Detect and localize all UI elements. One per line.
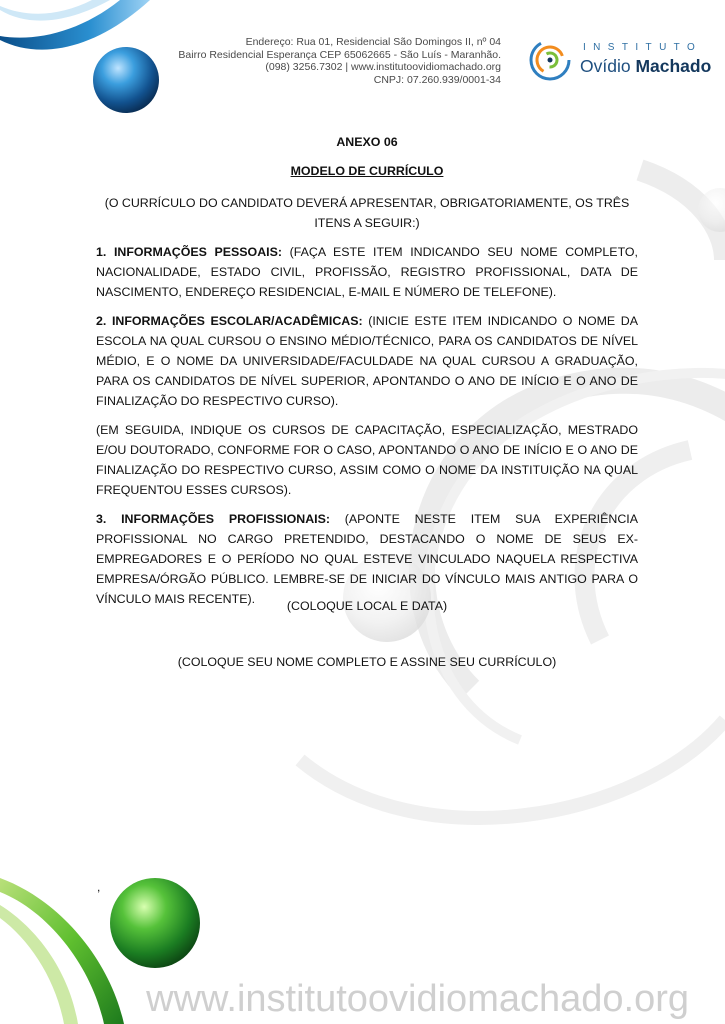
footer-green-sphere (110, 878, 200, 968)
item-text: (INICIE ESTE ITEM INDICANDO O NOME DA ESCOLA NA QUAL CURSOU O ENSINO MÉDIO/TÉCNICO, PARA OS CANDIDATOS DE NÍVEL MÉDIO, E O NOME DA UNIVERSIDADE/FACULDADE NA QUAL CURSOU A GRADUAÇÃO, PARA OS CANDIDATOS DE NÍVEL SUPERIOR, APONTANDO O ANO DE INÍCIO E O ANO DE FINALIZAÇÃO DO RESPECTIVO CURSO). (96, 314, 638, 408)
cnpj-line: CNPJ: 07.260.939/0001-34 (373, 73, 501, 86)
intro-note: (O CURRÍCULO DO CANDIDATO DEVERÁ APRESENTAR, OBRIGATORIAMENTE, OS TRÊS ITENS A SEGUIR:) (104, 196, 630, 230)
item-education-info (96, 311, 638, 411)
logo-name-regular: Ovídio (580, 56, 631, 76)
institute-logo-icon (528, 38, 572, 82)
header-address (141, 36, 501, 86)
item-text: (FAÇA ESTE ITEM INDICANDO SEU NOME COMPLETO, NACIONALIDADE, ESTADO CIVIL, PROFISSÃO, REGISTRO PROFISSIONAL, DATA DE NASCIMENTO, ENDEREÇO RESIDENCIAL, E-MAIL E NÚMERO DE TELEFONE). (96, 245, 638, 299)
logo-name (580, 56, 711, 77)
institute-logo (528, 38, 712, 84)
footer-website: www.institutoovidiomachado.org (146, 978, 689, 1020)
header-light-swoosh (0, 0, 110, 21)
signature-placeholder: (COLOQUE SEU NOME COMPLETO E ASSINE SEU CURRÍCULO) (177, 655, 557, 669)
stray-mark: , (97, 880, 101, 894)
item-heading: 1. INFORMAÇÕES PESSOAIS: (96, 245, 282, 259)
item-education-extra: (EM SEGUIDA, INDIQUE OS CURSOS DE CAPACITAÇÃO, ESPECIALIZAÇÃO, MESTRADO E/OU DOUTORADO, CONFORME FOR O CASO, APONTANDO O ANO DE INÍCIO E O ANO DE FINALIZAÇÃO DO RESPECTIVO CURSO, ASSIM COMO O NOME DA INSTITUIÇÃO NA QUAL FREQUENTOU ESSES CURSOS). (96, 423, 638, 497)
item-text: (APONTE NESTE ITEM SUA EXPERIÊNCIA PROFISSIONAL NO CARGO PRETENDIDO, DESTACANDO O NOME DE SEUS EX-EMPREGADORES E O PERÍODO NO QUAL ESTEVE VINCULADO NAQUELA RESPECTIVA EMPRESA/ÓRGÃO PÚBLICO. LEMBRE-SE DE INICIAR DO VÍNCULO MAIS ANTIGO PARA O VÍNCULO MAIS RECENTE). (96, 512, 638, 606)
annex-title: ANEXO 06 (336, 135, 398, 149)
item-personal-info (96, 242, 638, 302)
place-date-placeholder: (COLOQUE LOCAL E DATA) (286, 599, 448, 613)
address-line: Bairro Residencial Esperança CEP 65062665 - São Luís - Maranhão. (178, 48, 501, 61)
item-professional-info (96, 509, 638, 609)
contact-line: (098) 3256.7302 | www.institutoovidiomachado.org (265, 61, 501, 74)
logo-name-bold: Machado (635, 56, 712, 76)
logo-institute-label: INSTITUTO (583, 42, 703, 53)
item-heading: 3. INFORMAÇÕES PROFISSIONAIS: (96, 512, 331, 526)
item-heading: 2. INFORMAÇÕES ESCOLAR/ACADÊMICAS: (96, 314, 363, 328)
document-body (96, 132, 638, 618)
address-line: Endereço: Rua 01, Residencial São Domingos II, nº 04 (245, 36, 501, 48)
model-title: MODELO DE CURRÍCULO (290, 164, 444, 178)
